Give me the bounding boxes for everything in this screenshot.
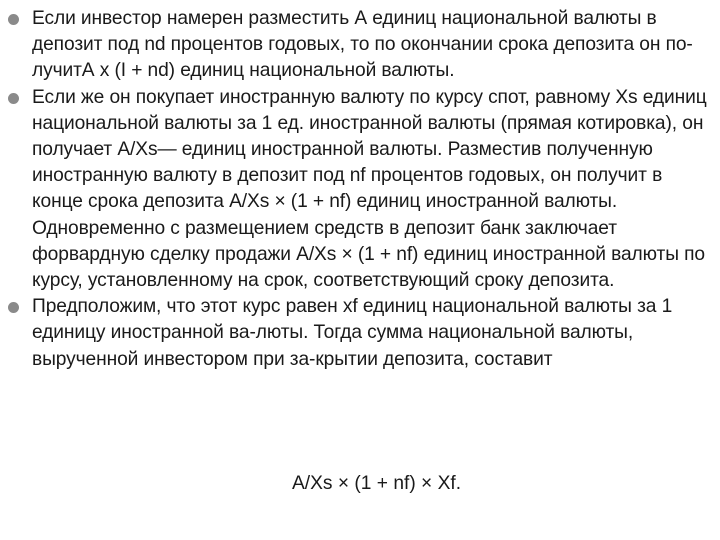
paragraph-text: Если же он покупает иностранную валюту по курсу спот, равному Xs единиц национальной валюты за 1 ед. иностранной валюты (прямая котировка), он получает A/Xs— единиц иностранной валюты. Разместив полученную иностранную валюту в депозит под nf процентов годовых, он получит в конце срока депозита A/Xs × (1 + nf) единиц иностранной валюты. Одновременно с размещением средств в депозит банк заключает форвардную сделку продажи A/Xs × (1 + nf) единиц иностранной валюты по курсу, установленному на срок, соответствующий сроку депозита.: [32, 86, 707, 292]
paragraph-text: Предположим, что этот курс равен xf единиц национальной валюты за 1 единицу иностранной ва-люты. Тогда сумма национальной валюты, вырученной инвестором при за-крытии депозита, составит: [32, 296, 673, 370]
bullet-item-forward-rate: [8, 294, 714, 373]
paragraph-text: Если инвестор намерен разместить А единиц национальной валюты в депозит под nd процентов годовых, то по окончании срока депозита он по-лучитА х (I + nd) единиц национальной валюты.: [32, 8, 693, 82]
bullet-dot-icon: [8, 14, 19, 25]
bullet-dot-icon: [8, 93, 19, 104]
bullet-item-foreign-currency: [8, 85, 714, 295]
bullet-list: [8, 6, 714, 373]
formula: A/Xs × (1 + nf) × Xf.: [292, 473, 462, 494]
bullet-dot-icon: [8, 302, 19, 313]
bullet-item-deposit-national: [8, 6, 714, 85]
